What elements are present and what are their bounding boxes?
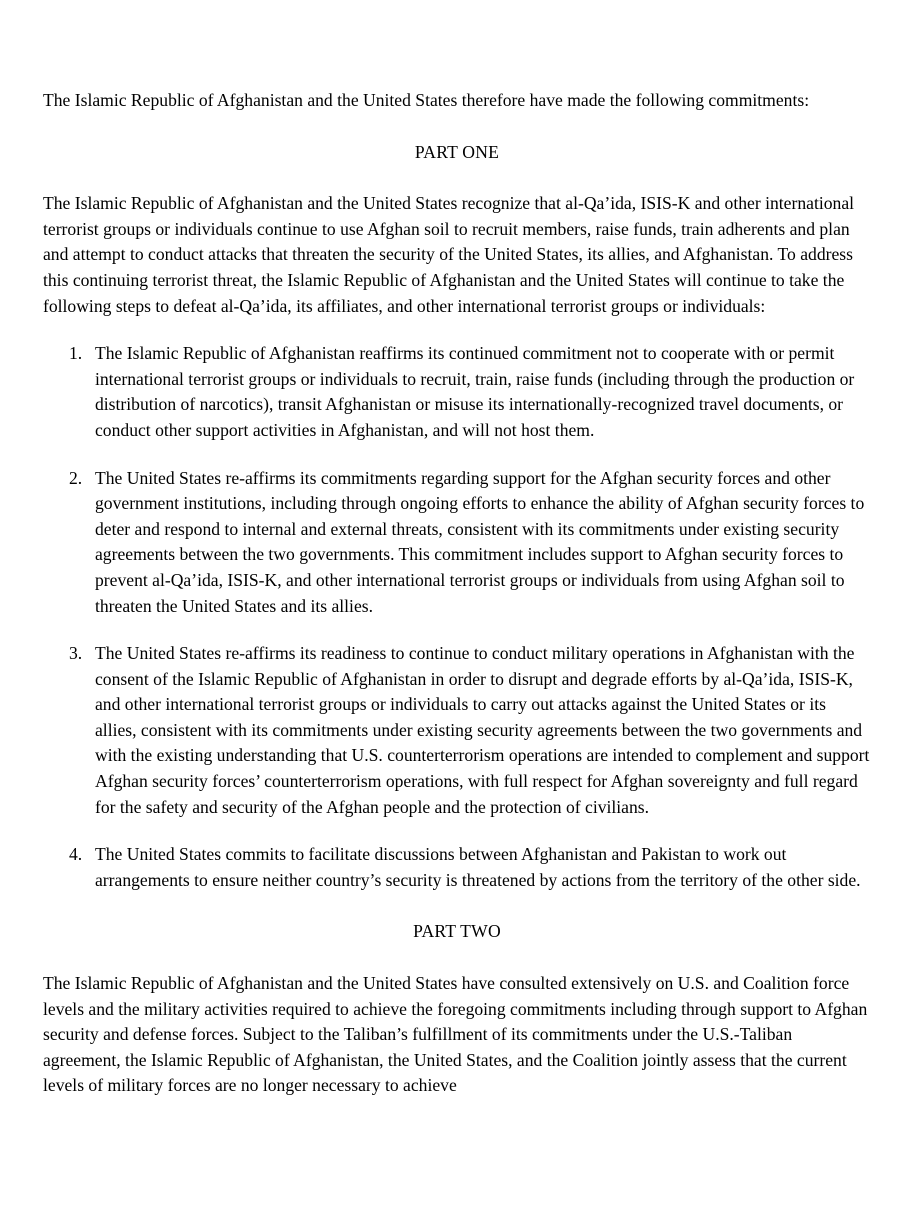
list-item-text: The United States commits to facilitate discussions between Afghanistan and Pakistan to work out arrangements to ensure neither country’s security is threatened by actions from the territory of the other side.	[95, 844, 861, 890]
list-item-number: 2.	[69, 467, 83, 488]
list-item-text: The United States re-affirms its readiness to continue to conduct military operations in Afghanistan with the consent of the Islamic Republic of Afghanistan in order to disrupt and degrade efforts by al-Qa’ida, ISIS-K, and other international terrorist groups or individuals to carry out attacks against the United States or its allies, consistent with its commitments under existing security agreements between the two governments and with the existing understanding that U.S. counterterrorism operations are intended to complement and support Afghan security forces’ counterterrorism operations, with full respect for Afghan sovereignty and full regard for the safety and security of the Afghan people and the protection of civilians.	[95, 643, 870, 817]
list-item-number: 3.	[69, 643, 83, 664]
list-item-number: 4.	[69, 844, 83, 865]
list-item-number: 1.	[69, 343, 83, 364]
spacer	[43, 945, 871, 971]
list-item	[43, 641, 871, 820]
part-two-heading: PART TWO	[413, 921, 501, 942]
intro-paragraph: The Islamic Republic of Afghanistan and the United States therefore have made the following commitments:	[43, 90, 810, 110]
list-item-text: The United States re-affirms its commitments regarding support for the Afghan security forces and other government institutions, including through ongoing efforts to enhance the ability of Afghan security forces to deter and respond to internal and external threats, consistent with its commitments under existing security agreements between the two governments. This commitment includes support to Afghan security forces to prevent al-Qa’ida, ISIS-K, and other international terrorist groups or individuals from using Afghan soil to threaten the United States and its allies.	[95, 467, 865, 616]
document-body	[43, 88, 871, 1099]
part-one-intro-paragraph: The Islamic Republic of Afghanistan and the United States recognize that al-Qa’ida, ISIS-K and other international terrorist groups or individuals continue to use Afghan soil to recruit members, raise funds, train adherents and plan and attempt to conduct attacks that threaten the security of the United States, its allies, and Afghanistan. To address this continuing terrorist threat, the Islamic Republic of Afghanistan and the United States will continue to take the following steps to defeat al-Qa’ida, its affiliates, and other international terrorist groups or individuals:	[43, 193, 855, 316]
part-two-paragraph: The Islamic Republic of Afghanistan and the United States have consulted extensively on U.S. and Coalition force levels and the military activities required to achieve the foregoing commitments including through support to Afghan security and defense forces. Subject to the Taliban’s fulfillment of its commitments under the U.S.-Taliban agreement, the Islamic Republic of Afghanistan, the United States, and the Coalition jointly assess that the current levels of military forces are no longer necessary to achieve	[43, 973, 868, 1096]
spacer	[43, 319, 871, 341]
part-one-heading: PART ONE	[414, 141, 500, 162]
spacer	[43, 165, 871, 191]
list-item	[43, 341, 871, 443]
spacer	[43, 114, 871, 140]
list-item-text: The Islamic Republic of Afghanistan reaffirms its continued commitment not to cooperate with or permit international terrorist groups or individuals to recruit, train, raise funds (including through the production or distribution of narcotics), transit Afghanistan or misuse its internationally-recognized travel documents, or conduct other support activities in Afghanistan, and will not host them.	[95, 343, 855, 440]
commitments-list	[43, 341, 871, 893]
spacer	[43, 893, 871, 919]
list-item	[43, 466, 871, 620]
list-item	[43, 842, 871, 893]
